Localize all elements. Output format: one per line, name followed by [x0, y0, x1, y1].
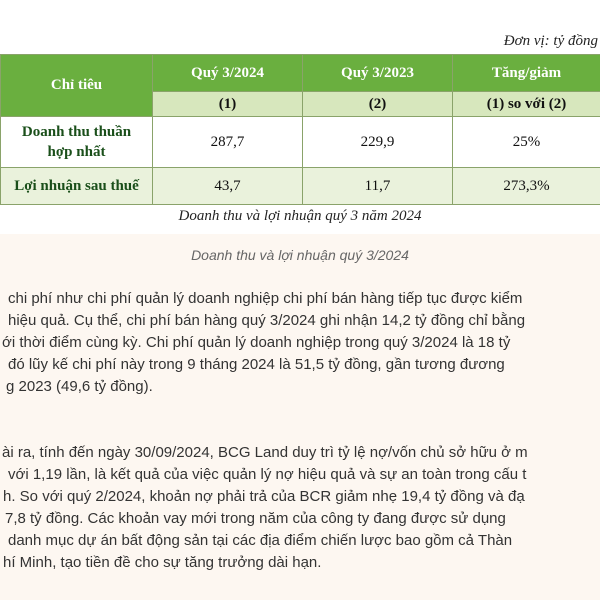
- table-cell: 11,7: [303, 168, 453, 205]
- paragraph-line: với 1,19 lần, là kết quả của việc quản lý nợ hiệu quả và sự an toàn trong cấu t: [8, 466, 527, 483]
- header-q3-2023: Quý 3/2023: [303, 55, 453, 92]
- row-label-line: Doanh thu thuần: [21, 124, 132, 140]
- header-change: Tăng/giảm: [453, 55, 600, 92]
- table-cell: 229,9: [303, 117, 453, 168]
- table-cell: 25%: [453, 117, 600, 168]
- header-chi-tieu: Chỉ tiêu: [1, 55, 153, 117]
- table-header-row: [1, 55, 600, 92]
- figure-inner-caption: Doanh thu và lợi nhuận quý 3 năm 2024: [178, 208, 422, 224]
- paragraph-expenses: [0, 288, 600, 398]
- subheader-1: (1): [153, 92, 303, 117]
- paragraph-line: danh mục dự án bất động sản tại các địa điểm chiến lược bao gồm cả Thàn: [8, 532, 513, 549]
- paragraph-line: g 2023 (49,6 tỷ đồng).: [6, 378, 153, 395]
- paragraph-debt: [0, 442, 600, 574]
- financial-table: [0, 54, 600, 205]
- paragraph-line: hí Minh, tạo tiền đề cho sự tăng trưởng dài hạn.: [3, 554, 322, 571]
- subheader-3: (1) so với (2): [453, 92, 600, 117]
- paragraph-line: 7,8 tỷ đồng. Các khoản vay mới trong năm của công ty đang được sử dụng: [5, 510, 506, 527]
- paragraph-line: chi phí như chi phí quản lý doanh nghiệp chi phí bán hàng tiếp tục được kiểm: [8, 290, 523, 307]
- financial-figure: [0, 0, 600, 234]
- header-q3-2024: Quý 3/2024: [153, 55, 303, 92]
- row-label-line: Lợi nhuận sau thuế: [14, 178, 139, 194]
- subheader-2: (2): [303, 92, 453, 117]
- table-cell: 43,7: [153, 168, 303, 205]
- row-label-revenue: [1, 117, 153, 168]
- row-label-line: hợp nhất: [47, 144, 106, 160]
- paragraph-line: hiệu quả. Cụ thể, chi phí bán hàng quý 3/2024 ghi nhận 14,2 tỷ đồng chỉ bằng: [8, 312, 526, 329]
- paragraph-line: ới thời điểm cùng kỳ. Chi phí quản lý doanh nghiệp trong quý 3/2024 là 18 tỷ: [2, 334, 511, 351]
- table-cell: 273,3%: [453, 168, 600, 205]
- table-cell: 287,7: [153, 117, 303, 168]
- table-row: [1, 168, 600, 205]
- table-row: [1, 117, 600, 168]
- row-label-profit: [1, 168, 153, 205]
- unit-label: Đơn vị: tỷ đồng: [503, 33, 598, 49]
- image-caption: Doanh thu và lợi nhuận quý 3/2024: [191, 247, 409, 263]
- paragraph-line: đó lũy kế chi phí này trong 9 tháng 2024 là 51,5 tỷ đồng, gần tương đương: [8, 356, 505, 373]
- paragraph-line: h. So với quý 2/2024, khoản nợ phải trả của BCR giảm nhẹ 19,4 tỷ đồng và đạ: [3, 488, 525, 505]
- paragraph-line: ài ra, tính đến ngày 30/09/2024, BCG Land duy trì tỷ lệ nợ/vốn chủ sở hữu ở m: [2, 444, 528, 461]
